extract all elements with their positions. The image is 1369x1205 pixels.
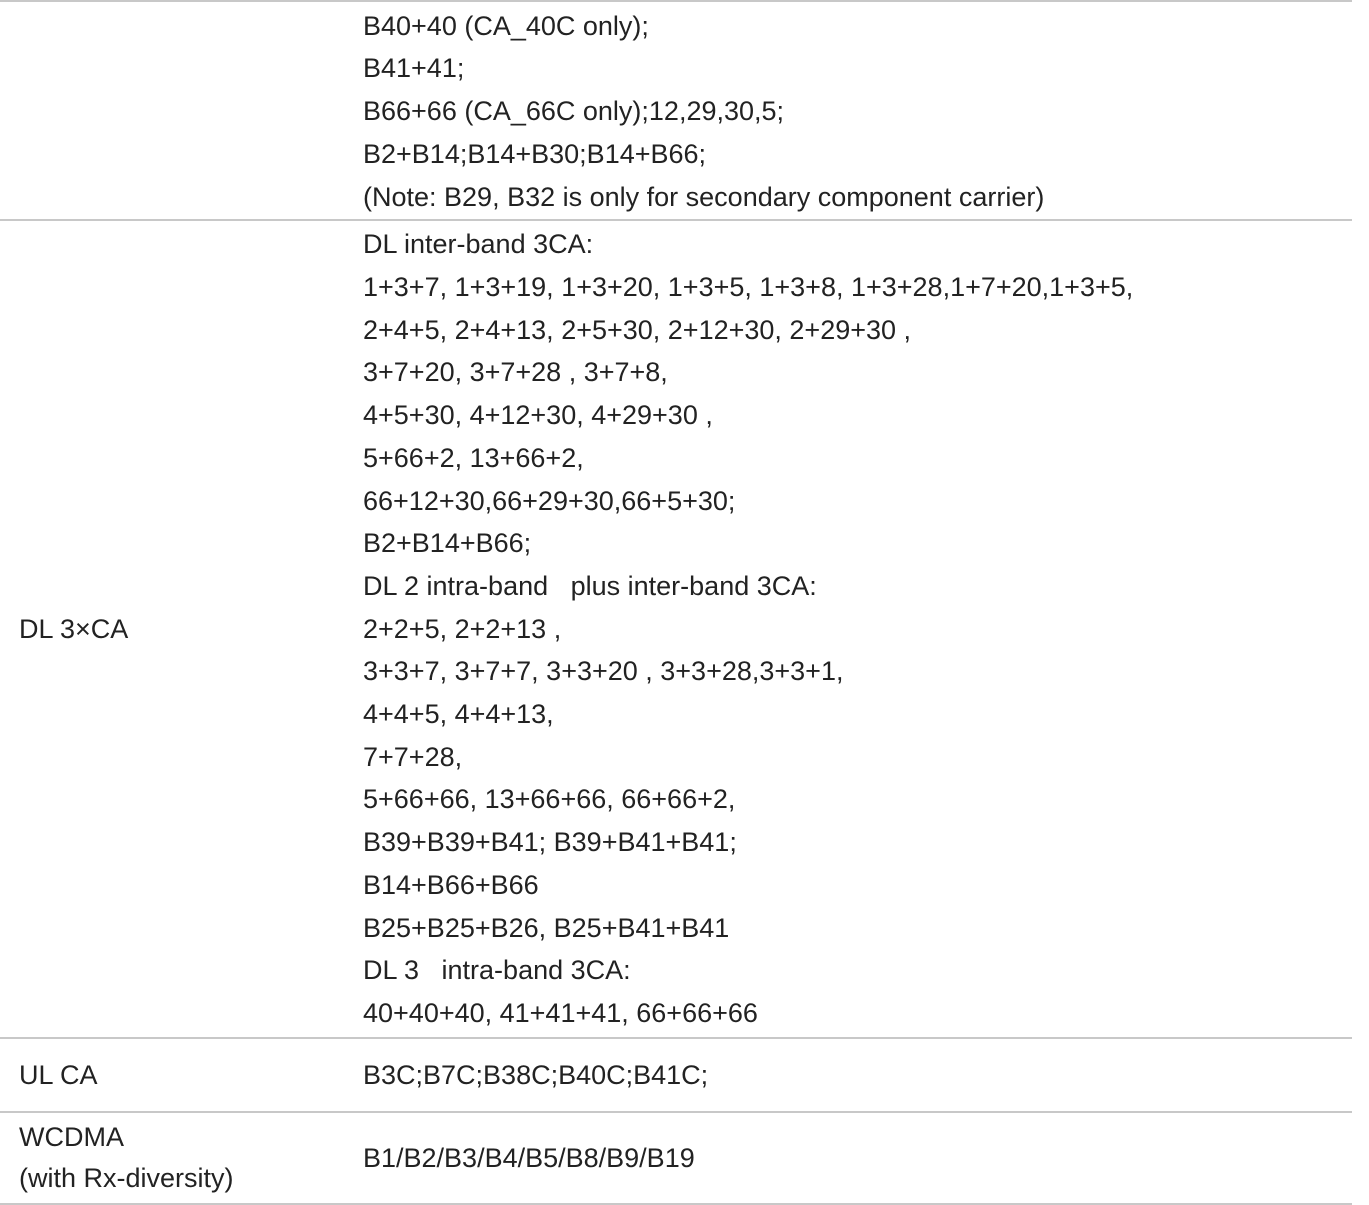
table-row-dl-3ca	[0, 220, 1352, 1038]
table-row-ul-ca	[0, 1038, 1352, 1112]
row-value-cell	[363, 220, 1352, 1038]
row-label: WCDMA	[19, 1122, 124, 1152]
row-label: DL 3×CA	[19, 613, 129, 644]
value-line: 5+66+66, 13+66+66, 66+66+2,	[363, 784, 736, 815]
value-line: B1/B2/B3/B4/B5/B8/B9/B19	[363, 1142, 695, 1173]
value-line: DL 3 intra-band 3CA:	[363, 955, 631, 986]
value-line: B2+B14;B14+B30;B14+B66;	[363, 138, 707, 169]
row-label: UL CA	[19, 1059, 98, 1090]
row-label-cell	[0, 1, 363, 220]
value-line: 66+12+30,66+29+30,66+5+30;	[363, 485, 736, 516]
row-value-cell	[363, 1112, 1352, 1204]
row-label-cell	[0, 1038, 363, 1112]
value-line: DL inter-band 3CA:	[363, 229, 594, 260]
row-label: (with Rx-diversity)	[19, 1163, 234, 1193]
value-line: B39+B39+B41; B39+B41+B41;	[363, 827, 737, 858]
table-row-wcdma	[0, 1112, 1352, 1204]
row-label-cell	[0, 220, 363, 1038]
value-line: 40+40+40, 41+41+41, 66+66+66	[363, 997, 758, 1028]
row-label-cell	[0, 1112, 363, 1204]
value-line: 2+4+5, 2+4+13, 2+5+30, 2+12+30, 2+29+30 ,	[363, 314, 912, 345]
row-value-cell	[363, 1038, 1352, 1112]
value-line: 4+5+30, 4+12+30, 4+29+30 ,	[363, 400, 713, 431]
value-line: DL 2 intra-band plus inter-band 3CA:	[363, 570, 817, 601]
value-line: B41+41;	[363, 53, 465, 84]
value-line: (Note: B29, B32 is only for secondary component carrier)	[363, 181, 1045, 212]
value-line: 3+7+20, 3+7+28 , 3+7+8,	[363, 357, 668, 388]
value-line: 3+3+7, 3+7+7, 3+3+20 , 3+3+28,3+3+1,	[363, 656, 844, 687]
value-line: B66+66 (CA_66C only);12,29,30,5;	[363, 96, 785, 127]
value-line: B3C;B7C;B38C;B40C;B41C;	[363, 1059, 709, 1090]
value-line: B25+B25+B26, B25+B41+B41	[363, 912, 730, 943]
value-line: 7+7+28,	[363, 741, 463, 772]
spec-table-body	[0, 1, 1352, 1204]
value-line: B14+B66+B66	[363, 869, 539, 900]
row-value-cell	[363, 1, 1352, 220]
value-line: 2+2+5, 2+2+13 ,	[363, 613, 562, 644]
value-line: 4+4+5, 4+4+13,	[363, 699, 554, 730]
table-row-ca-continuation	[0, 1, 1352, 220]
value-line: B40+40 (CA_40C only);	[363, 10, 649, 41]
value-line: B2+B14+B66;	[363, 528, 532, 559]
value-line: 1+3+7, 1+3+19, 1+3+20, 1+3+5, 1+3+8, 1+3+28,1+7+20,1+3+5,	[363, 272, 1134, 303]
value-line: 5+66+2, 13+66+2,	[363, 442, 584, 473]
